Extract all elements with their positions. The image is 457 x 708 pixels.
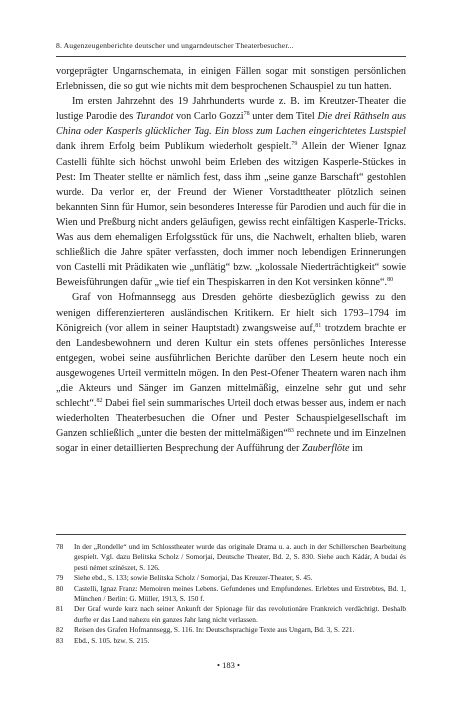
running-head: 8. Augenzeugenberichte deutscher und ungarndeutscher Theaterbesucher... [56, 41, 294, 50]
body-paragraph [56, 290, 406, 456]
text-run: Dabei fiel sein summarisches Urteil doch etwas besser aus, indem er nach wiederholten Theaterbesuchen die Ofner und Pester Schauspielgesellschaft im Ganzen schließlich „unter die besten der mittelmäßigen“ [56, 398, 406, 440]
footnote-number: 80 [56, 583, 64, 593]
body-paragraph [56, 94, 406, 290]
footnote [56, 573, 406, 583]
footnote [56, 636, 406, 646]
footnote-number: 83 [56, 635, 64, 645]
text-run: Allein der Wiener Ignaz Castelli fühlte sich höchst unwohl beim Erleben des witzigen Kasperle-Stückes in Pest: Im Theater stellte er nämlich fest, dass ihm „seine ganze Barschaft“ gestohlen wurde. Da verlor er, der Freund der Wiener Vorstadttheater plötzlich seinen bekannten Sinn für Humor, sein besonderes Interesse für Parodien und auch für die in Wien und Preßburg nicht anders geläufigen, gewiss recht einfältigen Kasperle-Tricks. Was aus dem ehemaligen Erfolgsstück für uns, die Nachwelt, erhalten blieb, waren schließlich die Jahre später verfassten, doch immer noch lebendigen Erinnerungen von Castelli mit Prädikaten wie „unflätig“ bzw. „kolossale Niederträchtigkeit“ sowie Beweisführungen dafür „wie tief ein Thespiskarren in den Kot versinken könne“. [56, 141, 406, 289]
footnote-text: Der Graf wurde kurz nach seiner Ankunft der Spionage für das revolutionäre Frankreich verdächtigt. Deshalb durfte er das Land nahezu ein ganzes Jahr lang nicht verlassen. [74, 604, 406, 624]
footnote-number: 82 [56, 625, 64, 635]
footnote-ref: 80 [387, 277, 394, 284]
footnote-ref: 78 [243, 111, 250, 118]
footnote-text: Siehe ebd., S. 133; sowie Belitska Scholz / Somorjai, Das Kreuzer-Theater, S. 45. [74, 573, 313, 583]
text-run: trotzdem brachte er den Landesbewohnern und deren Kultur ein stets offenes persönliches Interesse entgegen, wobei seine ausführlichen Berichte darüber den Lesern heute noch ein ausgewogenes Urteil vermitteln mögen. In den Pest-Ofener Theatern waren nach ihm „die Akteurs und Sänger im Ganzen mittelmäßig, einzelne sehr gut und sehr schlecht“. [56, 322, 406, 410]
italic-title: Turandot [135, 111, 174, 123]
text-run: im [349, 443, 363, 455]
text-run: Im ersten Jahrzehnt des 19 Jahrhunderts wurde z. B. im Kreutzer-Theater die lustige Parodie des [56, 96, 406, 123]
footnote-ref: 83 [287, 428, 294, 435]
italic-title: Die drei Räthseln aus China oder Kasperls glücklicher Tag. Ein bloss zum Lachen eingerichtetes Lustspiel [56, 111, 407, 138]
page-number: • 183 • [217, 660, 240, 670]
text-run: Graf von Hofmannsegg aus Dresden gehörte diesbezüglich gewiss zu den wenigen differenzierteren ausländischen Kritikern. Er hielt sich 1793–1794 im Königreich (vor allem in seiner Hauptstadt) zwangsweise auf, [56, 292, 406, 334]
footnote-number: 79 [56, 573, 64, 583]
footnote [56, 542, 406, 573]
footnote-text: Reisen des Grafen Hofmannsegg, S. 116. In: Deutschsprachige Texte aus Ungarn, Bd. 3, S. 221. [74, 625, 355, 635]
text-run: von Carlo Gozzi [173, 111, 244, 123]
text-run: rechnete und im Einzelnen sogar in einer detaillierten Besprechung der Aufführung der [56, 428, 406, 455]
text-run: vorgeprägter Ungarnschemata, in einigen Fällen sogar mit sonstigen persönlichen Erlebnissen, die so gut wie nichts mit dem besprochenen Schauspiel zu tun hatten. [56, 66, 406, 93]
footnote [56, 625, 406, 635]
italic-title: Zauberflöte [301, 443, 350, 455]
body-paragraph [56, 64, 406, 94]
text-run: unter dem Titel [249, 111, 318, 123]
footnote-rule [56, 534, 406, 535]
header-rule [56, 56, 406, 57]
footnote-text: Ebd., S. 105. bzw. S. 215. [74, 635, 150, 645]
footnote-ref: 82 [96, 398, 103, 405]
footnote [56, 604, 406, 625]
footnote-number: 78 [56, 542, 64, 551]
footnote-text: In der „Rondelle“ und im Schlosstheater wurde das originale Drama u. a. auch in der Schillerschen Bearbeitung gespielt. Vgl. dazu Belitska Scholz / Somorjai, Deutsche Theater, Bd. 2, S. 830. Siehe auch Kádár, A budai és pesti német színészet, S. 126. [74, 542, 406, 572]
footnotes [56, 542, 406, 646]
footnote-ref: 81 [315, 322, 322, 329]
footnote-ref: 79 [291, 141, 298, 148]
footnote-number: 81 [56, 604, 64, 614]
footnote-text: Castelli, Ignaz Franz: Memoiren meines Lebens. Gefundenes und Empfundenes. Erlebtes und Erstrebtes, Bd. 1, München / Berlin: G. Müller, 1913, S. 150 f. [74, 583, 406, 604]
text-run: dank ihrem Erfolg beim Publikum wiederholt gespielt. [56, 141, 292, 153]
footnote [56, 584, 406, 605]
body-text [56, 64, 406, 456]
